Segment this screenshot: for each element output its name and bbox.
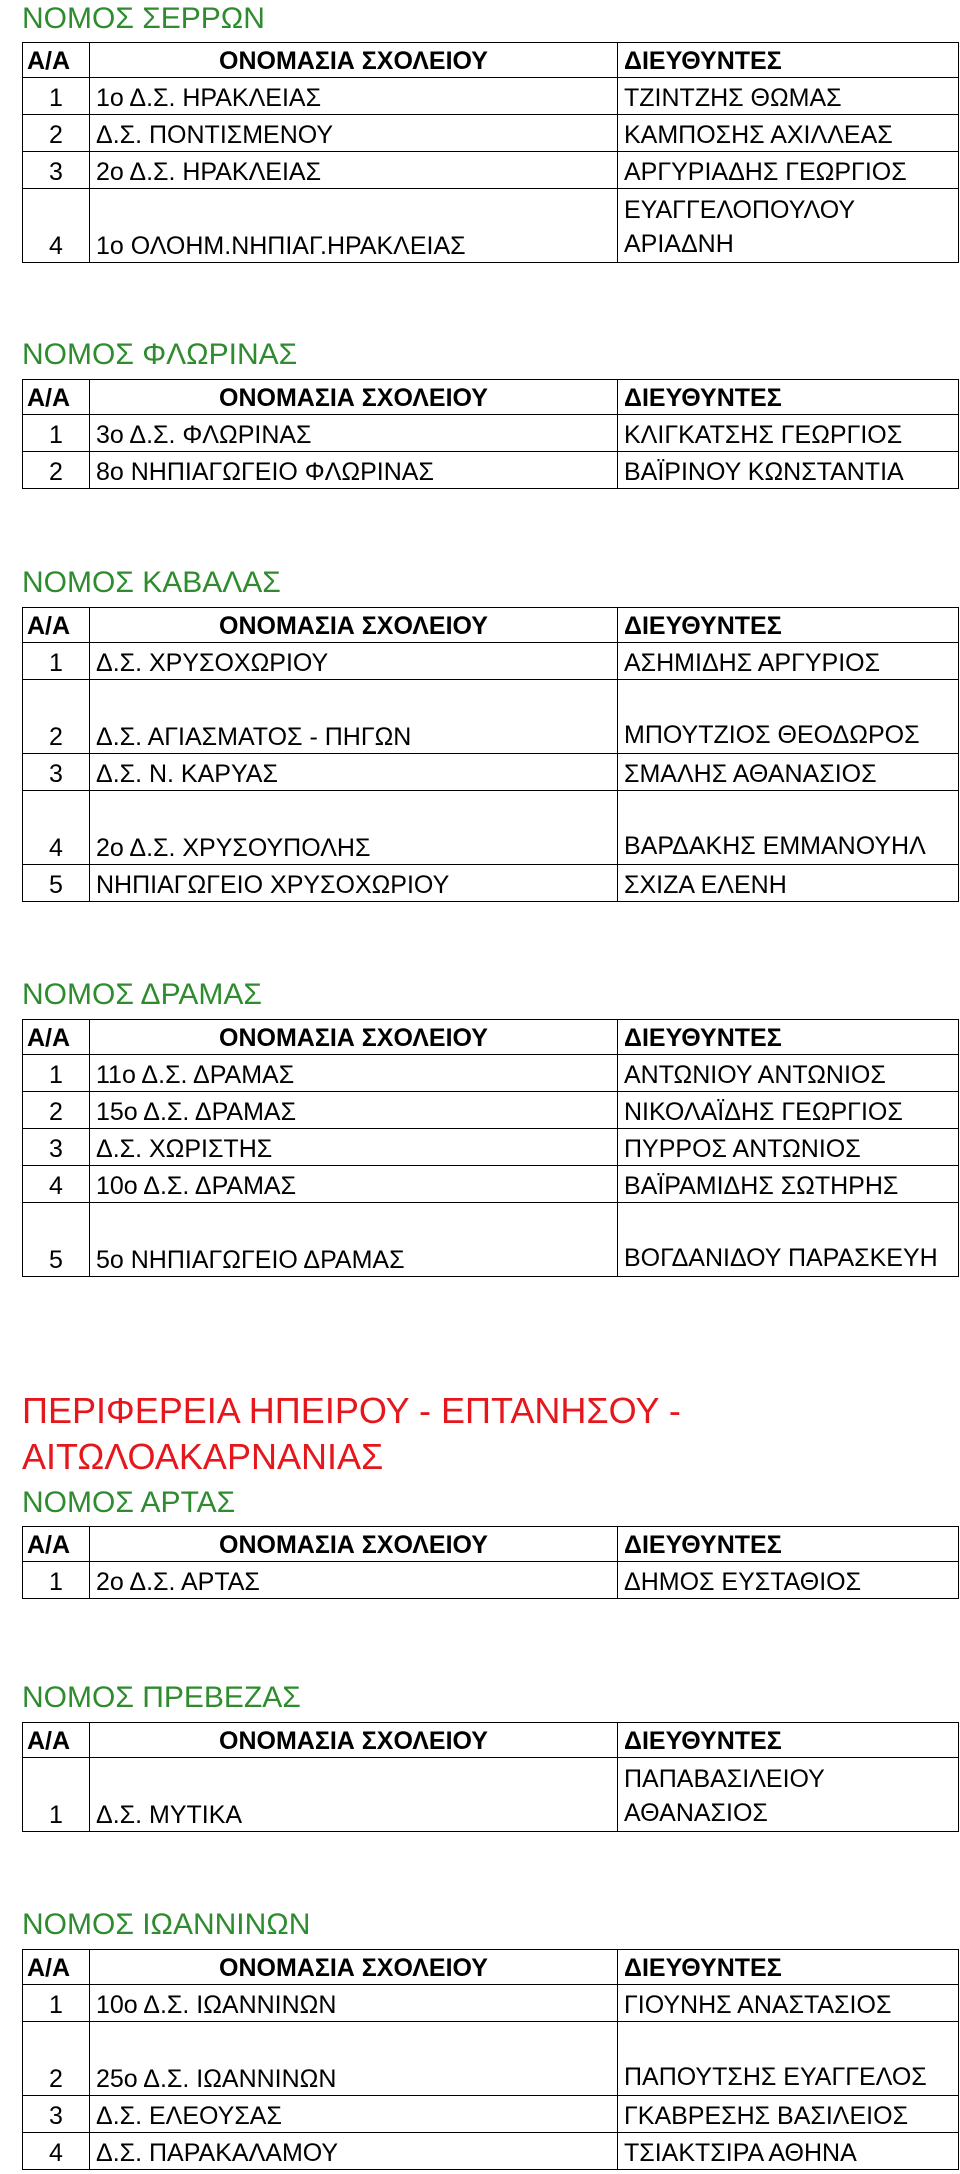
row-number: 2 bbox=[23, 2022, 90, 2096]
table-row bbox=[23, 78, 959, 115]
director-name: ΠΑΠΑΒΑΣΙΛΕΙΟΥ ΑΘΑΝΑΣΙΟΣ bbox=[618, 1758, 959, 1832]
director-name: ΣΧΙΖΑ ΕΛΕΝΗ bbox=[618, 865, 959, 902]
header-director: ΔΙΕΥΘΥΝΤΕΣ bbox=[618, 43, 959, 78]
director-name: ΒΑΡΔΑΚΗΣ ΕΜΜΑΝΟΥΗΛ bbox=[618, 791, 959, 865]
school-name: 3ο Δ.Σ. ΦΛΩΡΙΝΑΣ bbox=[90, 415, 618, 452]
table-header-row bbox=[23, 380, 959, 415]
section-heading: ΝΟΜΟΣ ΙΩΑΝΝΙΝΩΝ bbox=[22, 1908, 311, 1941]
director-name: ΣΜΑΛΗΣ ΑΘΑΝΑΣΙΟΣ bbox=[618, 754, 959, 791]
school-name: Δ.Σ. ΜΥΤΙΚΑ bbox=[90, 1758, 618, 1832]
header-school: ΟΝΟΜΑΣΙΑ ΣΧΟΛΕΙΟΥ bbox=[90, 1723, 618, 1758]
director-name: ΒΟΓΔΑΝΙΔΟΥ ΠΑΡΑΣΚΕΥΗ bbox=[618, 1203, 959, 1277]
table-row bbox=[23, 1092, 959, 1129]
school-name: 1ο Δ.Σ. ΗΡΑΚΛΕΙΑΣ bbox=[90, 78, 618, 115]
table-row bbox=[23, 189, 959, 263]
school-name: Δ.Σ. ΕΛΕΟΥΣΑΣ bbox=[90, 2096, 618, 2133]
row-number: 1 bbox=[23, 1562, 90, 1599]
header-director: ΔΙΕΥΘΥΝΤΕΣ bbox=[618, 1527, 959, 1562]
school-name: 2ο Δ.Σ. ΗΡΑΚΛΕΙΑΣ bbox=[90, 152, 618, 189]
director-name: ΠΑΠΟΥΤΣΗΣ ΕΥΑΓΓΕΛΟΣ bbox=[618, 2022, 959, 2096]
school-name: 10ο Δ.Σ. ΙΩΑΝΝΙΝΩΝ bbox=[90, 1985, 618, 2022]
school-name: Δ.Σ. ΧΩΡΙΣΤΗΣ bbox=[90, 1129, 618, 1166]
row-number: 4 bbox=[23, 189, 90, 263]
header-school: ΟΝΟΜΑΣΙΑ ΣΧΟΛΕΙΟΥ bbox=[90, 43, 618, 78]
director-name: ΔΗΜΟΣ ΕΥΣΤΑΘΙΟΣ bbox=[618, 1562, 959, 1599]
table-row bbox=[23, 2022, 959, 2096]
schools-table bbox=[22, 379, 959, 489]
table-row bbox=[23, 115, 959, 152]
section-heading: ΝΟΜΟΣ ΑΡΤΑΣ bbox=[22, 1486, 236, 1519]
header-school: ΟΝΟΜΑΣΙΑ ΣΧΟΛΕΙΟΥ bbox=[90, 1527, 618, 1562]
header-aa: Α/Α bbox=[23, 380, 90, 415]
table-header-row bbox=[23, 1527, 959, 1562]
section-heading: ΝΟΜΟΣ ΚΑΒΑΛΑΣ bbox=[22, 566, 281, 599]
region-heading: ΠΕΡΙΦΕΡΕΙΑ ΗΠΕΙΡΟΥ - ΕΠΤΑΝΗΣΟΥ - ΑΙΤΩΛΟΑΚΑΡΝΑΝΙΑΣ bbox=[22, 1390, 681, 1477]
header-director: ΔΙΕΥΘΥΝΤΕΣ bbox=[618, 608, 959, 643]
table-row bbox=[23, 791, 959, 865]
table-header-row bbox=[23, 1020, 959, 1055]
school-name: 8ο ΝΗΠΙΑΓΩΓΕΙΟ ΦΛΩΡΙΝΑΣ bbox=[90, 452, 618, 489]
director-name: ΠΥΡΡΟΣ ΑΝΤΩΝΙΟΣ bbox=[618, 1129, 959, 1166]
table-row bbox=[23, 865, 959, 902]
header-aa: Α/Α bbox=[23, 43, 90, 78]
schools-table bbox=[22, 607, 959, 902]
row-number: 1 bbox=[23, 1055, 90, 1092]
table-header-row bbox=[23, 1723, 959, 1758]
header-aa: Α/Α bbox=[23, 1950, 90, 1985]
header-school: ΟΝΟΜΑΣΙΑ ΣΧΟΛΕΙΟΥ bbox=[90, 1950, 618, 1985]
header-school: ΟΝΟΜΑΣΙΑ ΣΧΟΛΕΙΟΥ bbox=[90, 380, 618, 415]
director-name: ΤΖΙΝΤΖΗΣ ΘΩΜΑΣ bbox=[618, 78, 959, 115]
school-name: Δ.Σ. ΧΡΥΣΟΧΩΡΙΟΥ bbox=[90, 643, 618, 680]
header-director: ΔΙΕΥΘΥΝΤΕΣ bbox=[618, 1723, 959, 1758]
row-number: 4 bbox=[23, 791, 90, 865]
director-name: ΑΝΤΩΝΙΟΥ ΑΝΤΩΝΙΟΣ bbox=[618, 1055, 959, 1092]
school-name: 10ο Δ.Σ. ΔΡΑΜΑΣ bbox=[90, 1166, 618, 1203]
director-name: ΤΣΙΑΚΤΣΙΡΑ ΑΘΗΝΑ bbox=[618, 2133, 959, 2170]
school-name: 2ο Δ.Σ. ΑΡΤΑΣ bbox=[90, 1562, 618, 1599]
school-name: Δ.Σ. Ν. ΚΑΡΥΑΣ bbox=[90, 754, 618, 791]
table-row bbox=[23, 1985, 959, 2022]
row-number: 3 bbox=[23, 152, 90, 189]
school-name: 1ο ΟΛΟΗΜ.ΝΗΠΙΑΓ.ΗΡΑΚΛΕΙΑΣ bbox=[90, 189, 618, 263]
table-row bbox=[23, 1562, 959, 1599]
table-header-row bbox=[23, 1950, 959, 1985]
row-number: 1 bbox=[23, 1985, 90, 2022]
row-number: 2 bbox=[23, 680, 90, 754]
school-name: Δ.Σ. ΠΟΝΤΙΣΜΕΝΟΥ bbox=[90, 115, 618, 152]
section-heading: ΝΟΜΟΣ ΣΕΡΡΩΝ bbox=[22, 2, 265, 35]
director-name: ΓΙΟΥΝΗΣ ΑΝΑΣΤΑΣΙΟΣ bbox=[618, 1985, 959, 2022]
header-aa: Α/Α bbox=[23, 1020, 90, 1055]
school-name: 5ο ΝΗΠΙΑΓΩΓΕΙΟ ΔΡΑΜΑΣ bbox=[90, 1203, 618, 1277]
row-number: 3 bbox=[23, 754, 90, 791]
row-number: 3 bbox=[23, 2096, 90, 2133]
table-row bbox=[23, 415, 959, 452]
director-name: ΑΣΗΜΙΔΗΣ ΑΡΓΥΡΙΟΣ bbox=[618, 643, 959, 680]
row-number: 5 bbox=[23, 865, 90, 902]
header-aa: Α/Α bbox=[23, 1723, 90, 1758]
director-name: ΜΠΟΥΤΖΙΟΣ ΘΕΟΔΩΡΟΣ bbox=[618, 680, 959, 754]
row-number: 1 bbox=[23, 1758, 90, 1832]
director-name: ΕΥΑΓΓΕΛΟΠΟΥΛΟΥ ΑΡΙΑΔΝΗ bbox=[618, 189, 959, 263]
header-director: ΔΙΕΥΘΥΝΤΕΣ bbox=[618, 380, 959, 415]
school-name: Δ.Σ. ΑΓΙΑΣΜΑΤΟΣ - ΠΗΓΩΝ bbox=[90, 680, 618, 754]
table-row bbox=[23, 754, 959, 791]
table-row bbox=[23, 1758, 959, 1832]
row-number: 2 bbox=[23, 1092, 90, 1129]
schools-table bbox=[22, 42, 959, 263]
director-name: ΓΚΑΒΡΕΣΗΣ ΒΑΣΙΛΕΙΟΣ bbox=[618, 2096, 959, 2133]
row-number: 1 bbox=[23, 643, 90, 680]
header-school: ΟΝΟΜΑΣΙΑ ΣΧΟΛΕΙΟΥ bbox=[90, 608, 618, 643]
table-row bbox=[23, 643, 959, 680]
schools-table bbox=[22, 1526, 959, 1599]
section-heading: ΝΟΜΟΣ ΦΛΩΡΙΝΑΣ bbox=[22, 338, 298, 371]
school-name: ΝΗΠΙΑΓΩΓΕΙΟ ΧΡΥΣΟΧΩΡΙΟΥ bbox=[90, 865, 618, 902]
section-heading: ΝΟΜΟΣ ΠΡΕΒΕΖΑΣ bbox=[22, 1681, 301, 1714]
section-heading: ΝΟΜΟΣ ΔΡΑΜΑΣ bbox=[22, 978, 262, 1011]
school-name: 2ο Δ.Σ. ΧΡΥΣΟΥΠΟΛΗΣ bbox=[90, 791, 618, 865]
table-row bbox=[23, 2133, 959, 2170]
table-row bbox=[23, 452, 959, 489]
header-aa: Α/Α bbox=[23, 608, 90, 643]
table-row bbox=[23, 1129, 959, 1166]
header-aa: Α/Α bbox=[23, 1527, 90, 1562]
director-name: ΚΛΙΓΚΑΤΣΗΣ ΓΕΩΡΓΙΟΣ bbox=[618, 415, 959, 452]
table-header-row bbox=[23, 608, 959, 643]
table-row bbox=[23, 680, 959, 754]
header-school: ΟΝΟΜΑΣΙΑ ΣΧΟΛΕΙΟΥ bbox=[90, 1020, 618, 1055]
school-name: 25ο Δ.Σ. ΙΩΑΝΝΙΝΩΝ bbox=[90, 2022, 618, 2096]
row-number: 5 bbox=[23, 1203, 90, 1277]
row-number: 1 bbox=[23, 415, 90, 452]
header-director: ΔΙΕΥΘΥΝΤΕΣ bbox=[618, 1950, 959, 1985]
row-number: 2 bbox=[23, 452, 90, 489]
row-number: 4 bbox=[23, 1166, 90, 1203]
schools-table bbox=[22, 1019, 959, 1277]
director-name: ΒΑΪΡΙΝΟΥ ΚΩΝΣΤΑΝΤΙΑ bbox=[618, 452, 959, 489]
row-number: 1 bbox=[23, 78, 90, 115]
school-name: 11ο Δ.Σ. ΔΡΑΜΑΣ bbox=[90, 1055, 618, 1092]
table-header-row bbox=[23, 43, 959, 78]
table-row bbox=[23, 1055, 959, 1092]
table-row bbox=[23, 1166, 959, 1203]
table-row bbox=[23, 2096, 959, 2133]
row-number: 4 bbox=[23, 2133, 90, 2170]
school-name: Δ.Σ. ΠΑΡΑΚΑΛΑΜΟΥ bbox=[90, 2133, 618, 2170]
director-name: ΑΡΓΥΡΙΑΔΗΣ ΓΕΩΡΓΙΟΣ bbox=[618, 152, 959, 189]
row-number: 3 bbox=[23, 1129, 90, 1166]
schools-table bbox=[22, 1949, 959, 2170]
director-name: ΚΑΜΠΟΣΗΣ ΑΧΙΛΛΕΑΣ bbox=[618, 115, 959, 152]
schools-table bbox=[22, 1722, 959, 1832]
school-name: 15ο Δ.Σ. ΔΡΑΜΑΣ bbox=[90, 1092, 618, 1129]
director-name: ΒΑΪΡΑΜΙΔΗΣ ΣΩΤΗΡΗΣ bbox=[618, 1166, 959, 1203]
director-name: ΝΙΚΟΛΑΪΔΗΣ ΓΕΩΡΓΙΟΣ bbox=[618, 1092, 959, 1129]
table-row bbox=[23, 1203, 959, 1277]
table-row bbox=[23, 152, 959, 189]
header-director: ΔΙΕΥΘΥΝΤΕΣ bbox=[618, 1020, 959, 1055]
row-number: 2 bbox=[23, 115, 90, 152]
